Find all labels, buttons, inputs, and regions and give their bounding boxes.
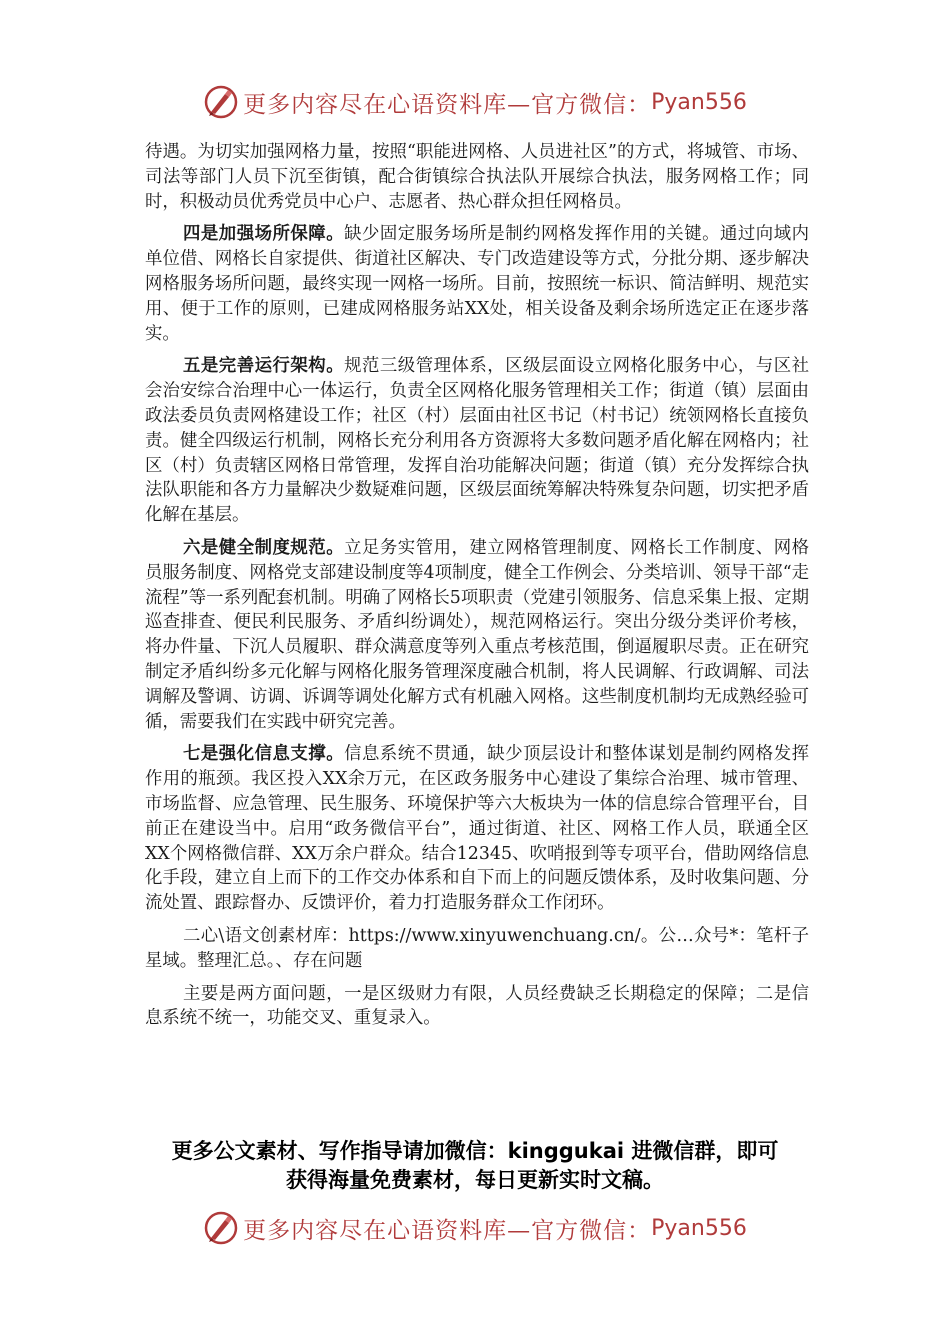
paragraph-3-heading: 五是完善运行架构。 — [183, 356, 345, 377]
promo-line-2: 获得海量免费素材，每日更新实时文稿。 — [286, 1168, 664, 1192]
paragraph-7: 主要是两方面问题，一是区级财力有限，人员经费缺乏长期稳定的保障；二是信息系统不统一，功能交叉、重复录入。 — [145, 983, 809, 1029]
paragraph-5-heading: 七是强化信息支撑。 — [183, 744, 345, 765]
pen-logo-icon — [203, 1210, 239, 1246]
paragraph-4-heading: 六是健全制度规范。 — [183, 537, 345, 558]
document-body — [145, 140, 809, 1039]
watermark-wechat-id: Pyan556 — [651, 89, 747, 115]
pen-logo-icon — [203, 84, 239, 120]
watermark-text: 更多内容尽在心语资料库—官方微信： — [243, 91, 652, 118]
promo-notice — [130, 1137, 820, 1195]
watermark-banner-bottom — [0, 1204, 950, 1252]
paragraph-2: 四是加强场所保障。缺少固定服务场所是制约网格发挥作用的关键。通过向域内单位借、网格长自家提供、街道社区解决、专门改造建设等方式，分批分期、逐步解决网格服务场所问题，最终实现一网格一场所。目前，按照统一标识、简洁鲜明、规范实用、便于工作的原则，已建成网格服务站XX处，相关设备及剩余场所选定正在逐步落实。 — [145, 224, 809, 344]
paragraph-4: 六是健全制度规范。立足务实管用，建立网格管理制度、网格长工作制度、网格员服务制度、网格党支部建设制度等4项制度，健全工作例会、分类培训、领导干部“走流程”等一系列配套机制。明确了网格长5项职责（党建引领服务、信息采集上报、定期巡查排查、便民利民服务、矛盾纠纷调处），规范网格运行。突出分级分类评价考核，将办件量、下沉人员履职、群众满意度等列入重点考核范围，倒逼履职尽责。正在研究制定矛盾纠纷多元化解与网格化服务管理深度融合机制，将人民调解、行政调解、司法调解及警调、访调、诉调等调处化解方式有机融入网格。这些制度机制均无成熟经验可循，需要我们在实践中研究完善。 — [145, 537, 809, 732]
watermark-banner-top — [0, 78, 950, 126]
paragraph-2-heading: 四是加强场所保障。 — [183, 224, 345, 245]
watermark-wechat-id: Pyan556 — [651, 1215, 747, 1241]
paragraph-3: 五是完善运行架构。规范三级管理体系，区级层面设立网格化服务中心，与区社会治安综合治理中心一体运行，负责全区网格化服务管理相关工作；街道（镇）层面由政法委员负责网格建设工作；社区（村）层面由社区书记（村书记）统领网格长直接负责。健全四级运行机制，网格长充分利用各方资源将大多数问题矛盾化解在网格内；社区（村）负责辖区网格日常管理，发挥自治功能解决问题；街道（镇）充分发挥综合执法队职能和各方力量解决少数疑难问题，区级层面统筹解决特殊复杂问题，切实把矛盾化解在基层。 — [145, 356, 809, 526]
paragraph-6: 二心\语文创素材库：https://www.xinyuwenchuang.cn/。公…众号*：笔杆子星域。整理汇总。、存在问题 — [145, 925, 809, 971]
paragraph-1: 待遇。为切实加强网格力量，按照“职能进网格、人员进社区”的方式，将城管、市场、司法等部门人员下沉至街镇，配合街镇综合执法队开展综合执法，服务网格工作；同时，积极动员优秀党员中心户、志愿者、热心群众担任网格员。 — [145, 142, 809, 212]
paragraph-5: 七是强化信息支撑。信息系统不贯通，缺少顶层设计和整体谋划是制约网格发挥作用的瓶颈。我区投入XX余万元，在区政务服务中心建设了集综合治理、城市管理、市场监督、应急管理、民生服务、环境保护等六大板块为一体的信息综合管理平台，目前正在建设当中。启用“政务微信平台”，通过街道、社区、网格工作人员，联通全区XX个网格微信群、XX万余户群众。结合12345、吹哨报到等专项平台，借助网络信息化手段，建立自上而下的工作交办体系和自下而上的问题反馈体系，及时收集问题、分流处置、跟踪督办、反馈评价，着力打造服务群众工作闭环。 — [145, 744, 809, 914]
promo-line-1: 更多公文素材、写作指导请加微信：kinggukai 进微信群，即可 — [171, 1139, 779, 1163]
watermark-text: 更多内容尽在心语资料库—官方微信： — [243, 1217, 652, 1244]
